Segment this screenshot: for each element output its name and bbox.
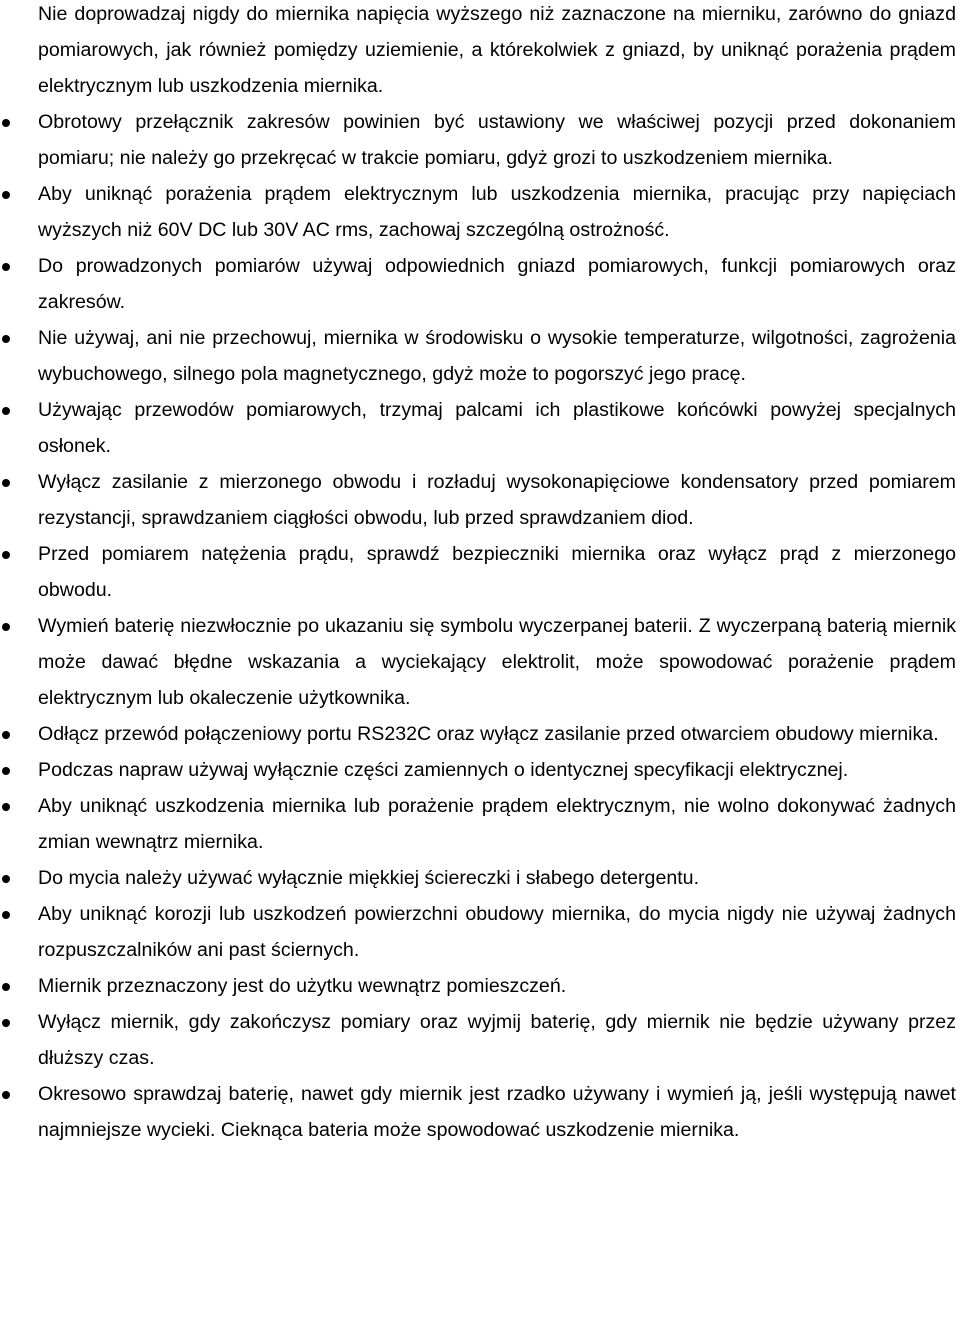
list-item xyxy=(0,1076,956,1148)
list-item-text: Używając przewodów pomiarowych, trzymaj palcami ich plastikowe końcówki powyżej specjalnych osłonek. xyxy=(38,399,956,457)
list-item xyxy=(0,392,956,464)
list-item xyxy=(0,716,956,752)
list-item xyxy=(0,248,956,320)
bullet-icon xyxy=(2,623,10,631)
bullet-icon xyxy=(2,803,10,811)
list-item-text: Nie używaj, ani nie przechowuj, miernika w środowisku o wysokie temperaturze, wilgotności, zagrożenia wybuchowego, silnego pola magnetycznego, gdyż może to pogorszyć jego pracę. xyxy=(38,327,956,385)
list-item xyxy=(0,752,956,788)
list-item xyxy=(0,0,956,104)
list-item xyxy=(0,860,956,896)
list-item-text: Wyłącz miernik, gdy zakończysz pomiary oraz wyjmij baterię, gdy miernik nie będzie używany przez dłuższy czas. xyxy=(38,1011,956,1069)
bullet-icon xyxy=(2,767,10,775)
list-item xyxy=(0,176,956,248)
list-item-text: Do mycia należy używać wyłącznie miękkiej ściereczki i słabego detergentu. xyxy=(38,867,700,889)
list-item-text: Podczas napraw używaj wyłącznie części zamiennych o identycznej specyfikacji elektrycznej. xyxy=(38,759,849,781)
list-item xyxy=(0,104,956,176)
bullet-icon xyxy=(2,335,10,343)
list-item-text: Aby uniknąć korozji lub uszkodzeń powierzchni obudowy miernika, do mycia nigdy nie używaj żadnych rozpuszczalników ani past ściernych. xyxy=(38,903,956,961)
bullet-icon xyxy=(2,191,10,199)
list-item-text: Odłącz przewód połączeniowy portu RS232C oraz wyłącz zasilanie przed otwarciem obudowy miernika. xyxy=(38,723,939,745)
list-item-text: Aby uniknąć uszkodzenia miernika lub porażenie prądem elektrycznym, nie wolno dokonywać żadnych zmian wewnątrz miernika. xyxy=(38,795,956,853)
bullet-icon xyxy=(2,263,10,271)
list-item xyxy=(0,1004,956,1076)
bullet-icon xyxy=(2,1091,10,1099)
list-item-text: Obrotowy przełącznik zakresów powinien być ustawiony we właściwej pozycji przed dokonaniem pomiaru; nie należy go przekręcać w trakcie pomiaru, gdyż grozi to uszkodzeniem miernika. xyxy=(38,111,956,169)
bullet-icon xyxy=(2,119,10,127)
list-item xyxy=(0,536,956,608)
bullet-icon xyxy=(2,875,10,883)
bullet-icon xyxy=(2,407,10,415)
list-item-text: Aby uniknąć porażenia prądem elektrycznym lub uszkodzenia miernika, pracując przy napięciach wyższych niż 60V DC lub 30V AC rms, zachowaj szczególną ostrożność. xyxy=(38,183,956,241)
list-item-text: Wymień baterię niezwłocznie po ukazaniu się symbolu wyczerpanej baterii. Z wyczerpaną baterią miernik może dawać błędne wskazania a wyciekający elektrolit, może spowodować porażenie prądem elektrycznym lub okaleczenie użytkownika. xyxy=(38,615,956,709)
bullet-icon xyxy=(2,1019,10,1027)
list-item xyxy=(0,968,956,1004)
bullet-icon xyxy=(2,551,10,559)
list-item-text: Okresowo sprawdzaj baterię, nawet gdy miernik jest rzadko używany i wymień ją, jeśli występują nawet najmniejsze wycieki. Cieknąca bateria może spowodować uszkodzenie miernika. xyxy=(38,1083,956,1141)
list-item xyxy=(0,896,956,968)
list-item xyxy=(0,464,956,536)
list-item-text: Przed pomiarem natężenia prądu, sprawdź bezpieczniki miernika oraz wyłącz prąd z mierzonego obwodu. xyxy=(38,543,956,601)
list-item xyxy=(0,608,956,716)
bullet-icon xyxy=(2,983,10,991)
list-item xyxy=(0,788,956,860)
list-item-text: Wyłącz zasilanie z mierzonego obwodu i rozładuj wysokonapięciowe kondensatory przed pomiarem rezystancji, sprawdzaniem ciągłości obwodu, lub przed sprawdzaniem diod. xyxy=(38,471,956,529)
bullet-icon xyxy=(2,479,10,487)
list-item xyxy=(0,320,956,392)
bullet-icon xyxy=(2,911,10,919)
list-item-text: Nie doprowadzaj nigdy do miernika napięcia wyższego niż zaznaczone na mierniku, zarówno do gniazd pomiarowych, jak również pomiędzy uziemienie, a którekolwiek z gniazd, by uniknąć porażenia prądem elektrycznym lub uszkodzenia miernika. xyxy=(38,3,956,97)
list-item-text: Do prowadzonych pomiarów używaj odpowiednich gniazd pomiarowych, funkcji pomiarowych oraz zakresów. xyxy=(38,255,956,313)
list-item-text: Miernik przeznaczony jest do użytku wewnątrz pomieszczeń. xyxy=(38,975,567,997)
bullet-icon xyxy=(2,731,10,739)
